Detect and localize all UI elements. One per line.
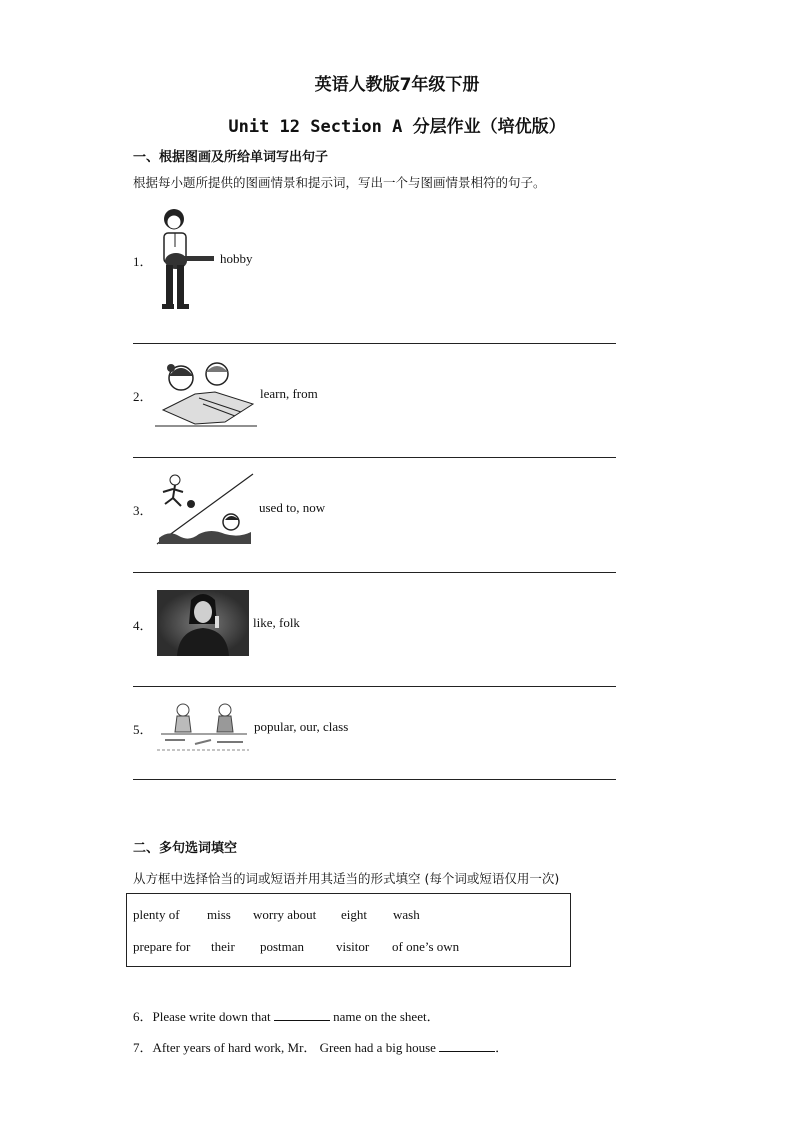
question-6: [133, 1006, 440, 1025]
word-bank-item: eight: [341, 907, 367, 922]
football-and-swimming-picture: [155, 472, 255, 546]
word-bank-item: visitor: [336, 939, 370, 954]
item4-hint: like, folk: [253, 615, 300, 630]
item3-number: 3．: [133, 503, 153, 518]
section1-heading: 一、根据图画及所给单词写出句子: [133, 150, 329, 165]
word-bank-box: [126, 893, 571, 967]
folk-singer-photo: [157, 590, 249, 656]
question-text-before: After years of hard work, Mr． Green had a big house: [152, 1040, 440, 1055]
question-7: [133, 1037, 508, 1056]
item5-number: 5．: [133, 722, 153, 737]
section2-instruction: 从方框中选择恰当的词或短语并用其适当的形式填空 (每个词或短语仅用一次): [133, 871, 560, 886]
word-bank-item: miss: [207, 907, 231, 922]
answer-blank[interactable]: [274, 1008, 330, 1021]
item1-number: 1．: [133, 254, 153, 269]
question-text-after: ．: [495, 1040, 509, 1055]
item2-hint: learn, from: [260, 386, 318, 401]
item5-hint: popular, our, class: [254, 719, 349, 734]
word-bank-item: postman: [260, 939, 305, 954]
guitar-player-picture: [150, 207, 218, 311]
question-text-after: name on the sheet．: [329, 1009, 440, 1024]
question-text-before: Please write down that: [152, 1009, 274, 1024]
item2-number: 2．: [133, 389, 153, 404]
two-children-reading-picture: [155, 358, 257, 428]
item1-hint: hobby: [220, 251, 253, 266]
answer-line-2[interactable]: [133, 457, 616, 458]
section2-heading: 二、多句选词填空: [133, 841, 238, 856]
page-title: 英语人教版7年级下册: [314, 75, 480, 95]
word-bank-item: prepare for: [133, 939, 191, 954]
two-students-drawing-picture: [155, 700, 251, 752]
word-bank-item: wash: [393, 907, 420, 922]
word-bank-item: of one’s own: [392, 939, 460, 954]
item4-number: 4．: [133, 618, 153, 633]
question-number: 6．: [133, 1009, 153, 1024]
item3-hint: used to, now: [259, 500, 326, 515]
question-number: 7．: [133, 1040, 153, 1055]
answer-line-1[interactable]: [133, 343, 616, 344]
word-bank-item: their: [211, 939, 235, 954]
answer-line-4[interactable]: [133, 686, 616, 687]
answer-line-3[interactable]: [133, 572, 616, 573]
answer-blank[interactable]: [439, 1039, 495, 1052]
answer-line-5[interactable]: [133, 779, 616, 780]
word-bank-item: plenty of: [133, 907, 180, 922]
section1-instruction: 根据每小题所提供的图画情景和提示词，写出一个与图画情景相符的句子。: [133, 175, 546, 190]
page-subtitle: Unit 12 Section A 分层作业（培优版）: [228, 117, 566, 137]
word-bank-item: worry about: [253, 907, 317, 922]
